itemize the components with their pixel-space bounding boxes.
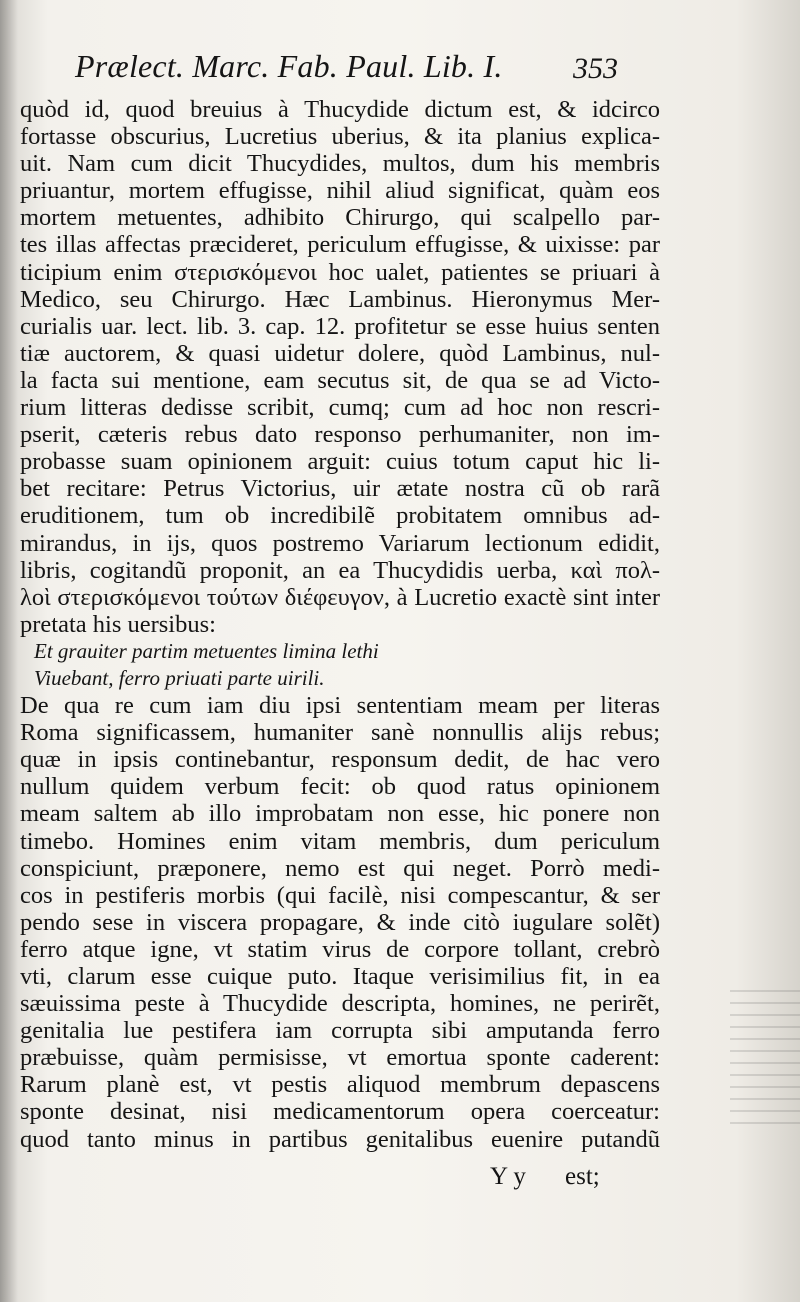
text-line: quòd id, quod breuius à Thucydide dictum est, & idcirco [20, 96, 660, 123]
text-line: la facta sui mentione, eam secutus sit, de qua se ad Victo- [20, 366, 660, 394]
text-line: ticipium enim στερισκόμενοι hoc ualet, patientes se priuari à [20, 258, 660, 286]
signature-mark: Y y [490, 1163, 526, 1190]
text-line: probasse suam opinionem arguit: cuius totum caput hic li- [20, 448, 660, 476]
text-line: pretata his uersibus: [20, 610, 216, 638]
catchword: est; [565, 1163, 600, 1190]
body-text [20, 96, 660, 1153]
text-line: pserit, cæteris rebus dato responso perhumaniter, non im- [20, 421, 660, 449]
text-line: quod tanto minus in partibus genitalibus euenire putandũ [20, 1125, 660, 1153]
text-line: Rarum planè est, vt pestis aliquod membrum depascens [20, 1071, 660, 1099]
verse-line: Viuebant, ferro priuati parte uirili. [34, 665, 325, 690]
text-line: pendo sese in viscera propagare, & inde citò iugulare solẽt) [20, 908, 660, 936]
text-line: libris, cogitandũ proponit, an ea Thucydidis uerba, καὶ πολ- [20, 556, 660, 584]
text-line: conspiciunt, præponere, nemo est qui neget. Porrò medi- [20, 854, 660, 882]
text-line: rium litteras dedisse scribit, cumq; cum ad hoc non rescri- [20, 394, 660, 422]
show-through-bleed [730, 990, 800, 1130]
text-line: ferro atque igne, vt statim virus de corpore tollant, crebrò [20, 935, 660, 963]
text-line: vti, clarum esse cuique puto. Itaque verisimilius fit, in ea [20, 963, 660, 990]
text-line: timebo. Homines enim vitam membris, dum periculum [20, 827, 660, 855]
text-line: priuantur, mortem effugisse, nihil aliud significat, quàm eos [20, 177, 660, 205]
text-line: cos in pestiferis morbis (qui facilè, nisi compescantur, & ser [20, 881, 660, 909]
text-line: nullum quidem verbum fecit: ob quod ratus opinionem [20, 773, 660, 801]
page-footer [0, 1163, 800, 1203]
text-line: uit. Nam cum dicit Thucydides, multos, dum his membris [20, 150, 660, 178]
text-line: eruditionem, tum ob incredibilẽ probitatem omnibus ad- [20, 502, 660, 530]
running-head: Prælect. Marc. Fab. Paul. Lib. I. [75, 48, 503, 84]
text-line: tiæ auctorem, & quasi uidetur dolere, quòd Lambinus, nul- [20, 339, 660, 367]
text-line: præbuisse, quàm permisisse, vt emortua sponte caderent: [20, 1044, 660, 1072]
text-line: Roma significassem, humaniter sanè nonnullis alijs rebus; [20, 719, 660, 747]
verse-line: Et grauiter partim metuentes limina lethi [34, 638, 379, 663]
text-line: mirandus, in ijs, quos postremo Variarum lectionum edidit, [20, 529, 660, 557]
text-line: genitalia lue pestifera iam corrupta sibi amputanda ferro [20, 1017, 660, 1045]
page-number: 353 [573, 52, 618, 85]
text-line: quæ in ipsis continebantur, responsum dedit, de hac vero [20, 746, 660, 774]
text-line: De qua re cum iam diu ipsi sententiam meam per literas [20, 692, 660, 720]
text-line: tes illas affectas præcideret, periculum effugisse, & uixisse: par [20, 231, 660, 259]
gutter-shadow [0, 0, 18, 1302]
text-line: sponte desinat, nisi medicamentorum opera coerceatur: [20, 1098, 660, 1126]
text-line: meam saltem ab illo improbatam non esse, hic ponere non [20, 800, 660, 828]
text-line: fortasse obscurius, Lucretius uberius, & ita planius explica- [20, 123, 660, 151]
page-header [75, 48, 665, 96]
text-line: sæuissima peste à Thucydide descripta, homines, ne perirẽt, [20, 990, 660, 1018]
text-line: bet recitare: Petrus Victorius, uir ætate nostra cũ ob rarã [20, 475, 660, 503]
text-line: λοὶ στερισκόμενοι τούτων διέφευγον, à Lucretio exactè sint inter [20, 583, 660, 611]
text-line: curialis uar. lect. lib. 3. cap. 12. profitetur se esse huius senten [20, 312, 660, 340]
text-line: Medico, seu Chirurgo. Hæc Lambinus. Hieronymus Mer- [20, 285, 660, 313]
text-line: mortem metuentes, adhibito Chirurgo, qui scalpello par- [20, 204, 660, 232]
